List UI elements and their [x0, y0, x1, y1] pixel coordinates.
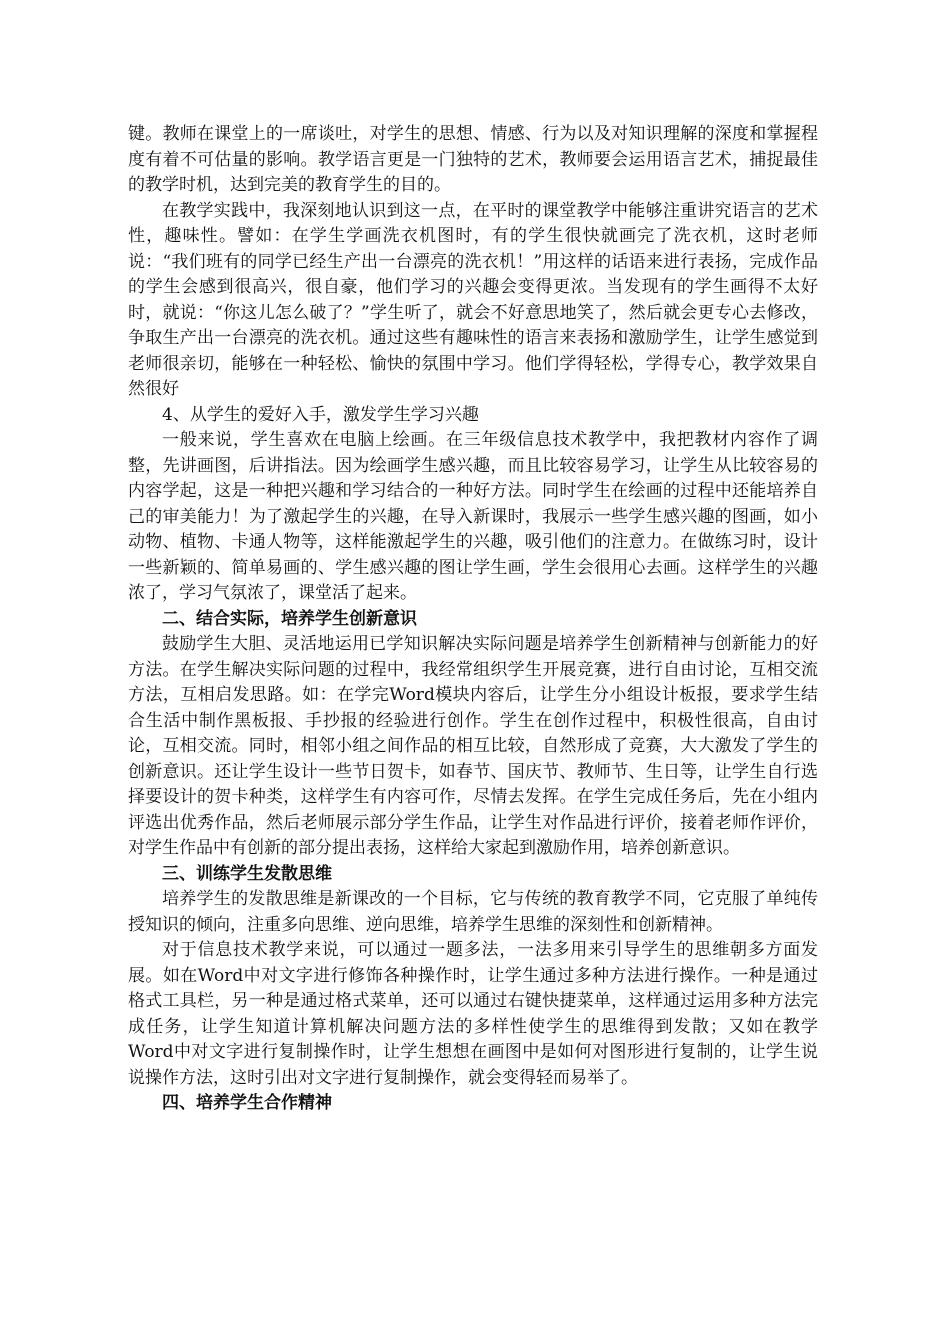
- section-heading-divergent-thinking: 三、训练学生发散思维: [162, 863, 332, 884]
- section-heading-innovation: 二、结合实际，培养学生创新意识: [162, 608, 417, 629]
- section-heading-cooperation: 四、培养学生合作精神: [162, 1093, 332, 1113]
- paragraph-language-art: 在教学实践中，我深刻地认识到这一点，在平时的课堂教学中能够注重讲究语言的艺术性，趣味性。譬如：在学生学画洗衣机图时，有的学生很快就画完了洗衣机，这时老师说：“我们班有的同学已经生产出一台漂亮的洗衣机！”用这样的话语来进行表扬，完成作品的学生会感到很高兴，很自豪，他们学习的兴趣会变得更浓。当发现有的学生画得不太好时，就说：“你这儿怎么破了？”学生听了，就会不好意思地笑了，然后就会更专心去修改，争取生产出一台漂亮的洗衣机。通过这些有趣味性的语言来表扬和激励学生，让学生感觉到老师很亲切，能够在一种轻松、愉快的氛围中学习。他们学得轻松，学得专心，教学效果自然很好: [128, 200, 818, 399]
- paragraph-continuation: 键。教师在课堂上的一席谈吐，对学生的思想、情感、行为以及对知识理解的深度和掌握程度有着不可估量的影响。教学语言更是一门独特的艺术，教师要会运用语言艺术，捕捉最佳的教学时机，达到完美的教育学生的目的。: [128, 124, 818, 195]
- paragraph-drawing-interest: 一般来说，学生喜欢在电脑上绘画。在三年级信息技术教学中，我把教材内容作了调整，先讲画图，后讲指法。因为绘画学生感兴趣，而且比较容易学习，让学生从比较容易的内容学起，这是一种把兴趣和学习结合的一种好方法。同时学生在绘画的过程中还能培养自己的审美能力！为了激起学生的兴趣，在导入新课时，我展示一些学生感兴趣的图画，如小动物、植物、卡通人物等，这样能激起学生的兴趣，吸引他们的注意力。在做练习时，设计一些新颖的、简单易画的、学生感兴趣的图让学生画，学生会很用心去画。这样学生的兴趣浓了，学习气氛浓了，课堂活了起来。: [128, 430, 818, 603]
- paragraph-divergent-methods: 对于信息技术教学来说，可以通过一题多法，一法多用来引导学生的思维朝多方面发展。如在Word中对文字进行修饰各种操作时，让学生通过多种方法进行操作。一种是通过格式工具栏，另一种是通过格式菜单，还可以通过右键快捷菜单，这样通过运用多种方法完成任务，让学生知道计算机解决问题方法的多样性使学生的思维得到发散；又如在教学Word中对文字进行复制操作时，让学生想想在画图中是如何对图形进行复制的，让学生说说操作方法，这时引出对文字进行复制操作，就会变得轻而易举了。: [128, 940, 818, 1088]
- document-body: [128, 122, 818, 1117]
- subheading-hobby: 4、从学生的爱好入手，激发学生学习兴趣: [162, 404, 479, 425]
- paragraph-divergent-goal: 培养学生的发散思维是新课改的一个目标，它与传统的教育教学不同，它克服了单纯传授知识的倾向，注重多向思维、逆向思维，培养学生思维的深刻性和创新精神。: [128, 889, 818, 935]
- paragraph-innovation: 鼓励学生大胆、灵活地运用已学知识解决实际问题是培养学生创新精神与创新能力的好方法。在学生解决实际问题的过程中，我经常组织学生开展竞赛，进行自由讨论，互相交流方法，互相启发思路。如：在学完Word模块内容后，让学生分小组设计板报，要求学生结合生活中制作黑板报、手抄报的经验进行创作。学生在创作过程中，积极性很高，自由讨论，互相交流。同时，相邻小组之间作品的相互比较，自然形成了竞赛，大大激发了学生的创新意识。还让学生设计一些节日贺卡，如春节、国庆节、教师节、生日等，让学生自行选择要设计的贺卡种类，这样学生有内容可作，尽情去发挥。在学生完成任务后，先在小组内评选出优秀作品，然后老师展示部分学生作品，让学生对作品进行评价，接着老师作评价，对学生作品中有创新的部分提出表扬，这样给大家起到激励作用，培养创新意识。: [128, 634, 818, 858]
